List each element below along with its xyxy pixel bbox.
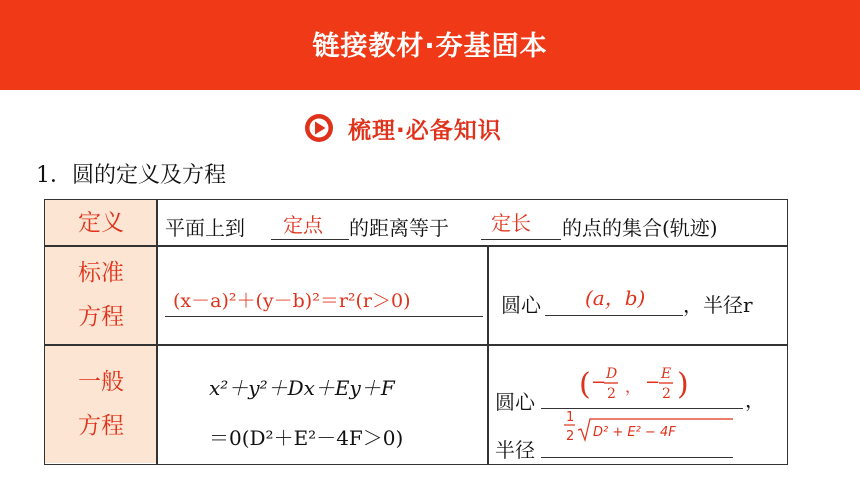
svg-text:E: E bbox=[661, 366, 672, 382]
radius-label: 半径 bbox=[495, 438, 535, 462]
definition-text: 平面上到 bbox=[165, 216, 245, 240]
topic-heading: 1．圆的定义及方程 bbox=[36, 163, 226, 188]
blank-line bbox=[481, 239, 561, 240]
separator: ， bbox=[745, 388, 765, 412]
answer-fixed-length: 定长 bbox=[491, 211, 531, 235]
svg-text:2: 2 bbox=[607, 386, 616, 402]
section-header bbox=[304, 110, 502, 146]
svg-text:2: 2 bbox=[662, 386, 671, 402]
center-label: 圆心 bbox=[495, 390, 535, 414]
label-text: 标准 bbox=[78, 260, 124, 286]
general-equation-line1: x²＋y²＋Dx＋Ey＋F bbox=[209, 376, 395, 400]
definition-text: 的距离等于 bbox=[349, 216, 449, 240]
answer-radius-general bbox=[563, 406, 735, 456]
svg-text:2: 2 bbox=[566, 429, 575, 444]
label-text: 方程 bbox=[78, 304, 124, 330]
blank-line bbox=[545, 315, 683, 316]
label-general-equation bbox=[45, 345, 157, 463]
answer-center-general bbox=[577, 358, 697, 408]
svg-text:D: D bbox=[606, 366, 618, 382]
center-label: 圆心 bbox=[501, 293, 541, 317]
definition-text: 的点的集合(轨迹) bbox=[562, 216, 718, 240]
radius-text: ，半径r bbox=[683, 293, 753, 317]
blank-line bbox=[271, 239, 349, 240]
svg-text:−: − bbox=[645, 372, 661, 393]
label-definition bbox=[45, 200, 157, 245]
top-banner bbox=[0, 0, 860, 90]
circle-equation-table bbox=[44, 199, 788, 465]
label-text: 一般 bbox=[78, 369, 124, 395]
divider bbox=[487, 246, 489, 464]
svg-text:，: ， bbox=[625, 377, 642, 396]
svg-text:−: − bbox=[591, 372, 607, 393]
banner-title: 链接教材·夯基固本 bbox=[312, 31, 548, 62]
svg-text:): ) bbox=[677, 367, 689, 402]
svg-text:D² + E² − 4F: D² + E² − 4F bbox=[593, 425, 676, 440]
label-text: 定义 bbox=[78, 209, 124, 236]
divider bbox=[45, 344, 787, 346]
general-equation-line2: ＝0(D²＋E²－4F＞0) bbox=[209, 426, 404, 450]
section-title: 梳理·必备知识 bbox=[348, 117, 502, 144]
answer-fixed-point: 定点 bbox=[283, 213, 323, 237]
svg-text:1: 1 bbox=[566, 410, 575, 425]
play-circle-icon bbox=[304, 113, 334, 143]
blank-line bbox=[541, 457, 733, 458]
svg-text:(: ( bbox=[579, 367, 591, 402]
divider bbox=[156, 200, 158, 464]
label-text: 方程 bbox=[78, 413, 124, 439]
label-standard-equation bbox=[45, 246, 157, 344]
answer-center: (a，b) bbox=[585, 286, 646, 310]
divider bbox=[45, 245, 787, 247]
standard-equation: (x－a)²＋(y－b)²＝r²(r＞0) bbox=[173, 290, 411, 312]
blank-line bbox=[165, 316, 483, 317]
